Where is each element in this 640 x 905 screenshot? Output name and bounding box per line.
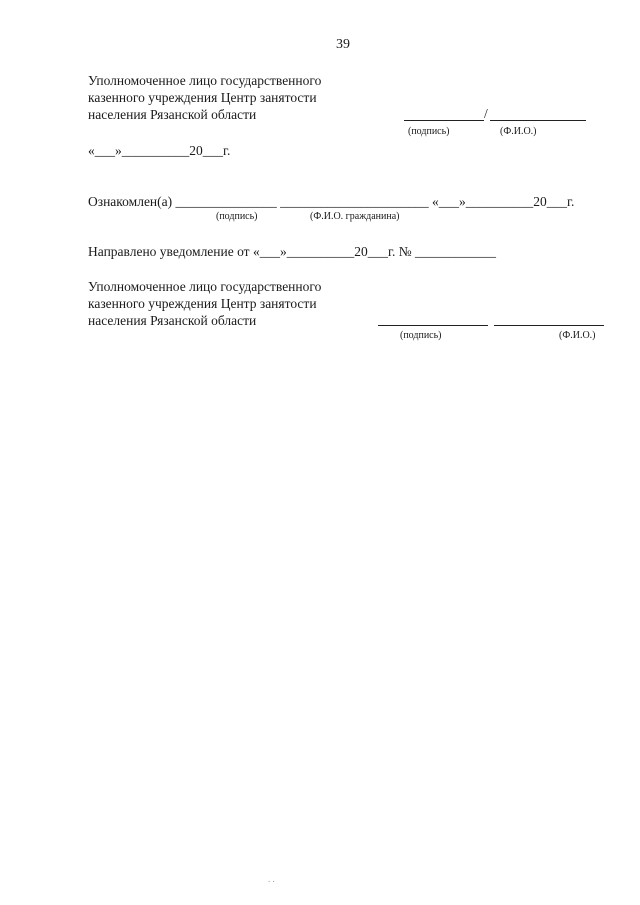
date-field: «___»__________20___г.	[88, 143, 231, 158]
fio-line	[490, 120, 586, 121]
acknowledged-signature-caption: (подпись)	[216, 211, 258, 222]
signature-line-2	[378, 325, 488, 326]
footer-marks: . .	[268, 874, 275, 884]
signature-line	[404, 120, 484, 121]
citizen-fio-caption: (Ф.И.О. гражданина)	[310, 211, 400, 222]
slash-separator: /	[484, 106, 488, 121]
signature-caption: (подпись)	[408, 126, 450, 137]
authorized-person-line-1: Уполномоченное лицо государственного	[88, 73, 322, 88]
fio-line-2	[494, 325, 604, 326]
signature-caption-2: (подпись)	[400, 330, 442, 341]
page-number: 39	[336, 37, 350, 52]
fio-caption: (Ф.И.О.)	[500, 126, 537, 137]
notification-sent-line: Направлено уведомление от «___»__________20___г. № ____________	[88, 244, 496, 259]
authorized-person-2-line-1: Уполномоченное лицо государственного	[88, 279, 322, 294]
fio-caption-2: (Ф.И.О.)	[559, 330, 596, 341]
acknowledged-line: Ознакомлен(а) _______________ ______________________ «___»__________20___г.	[88, 194, 575, 209]
authorized-person-line-2: казенного учреждения Центр занятости	[88, 90, 317, 105]
authorized-person-2-line-2: казенного учреждения Центр занятости	[88, 296, 317, 311]
authorized-person-line-3: населения Рязанской области	[88, 107, 257, 122]
authorized-person-2-line-3: населения Рязанской области	[88, 313, 257, 328]
